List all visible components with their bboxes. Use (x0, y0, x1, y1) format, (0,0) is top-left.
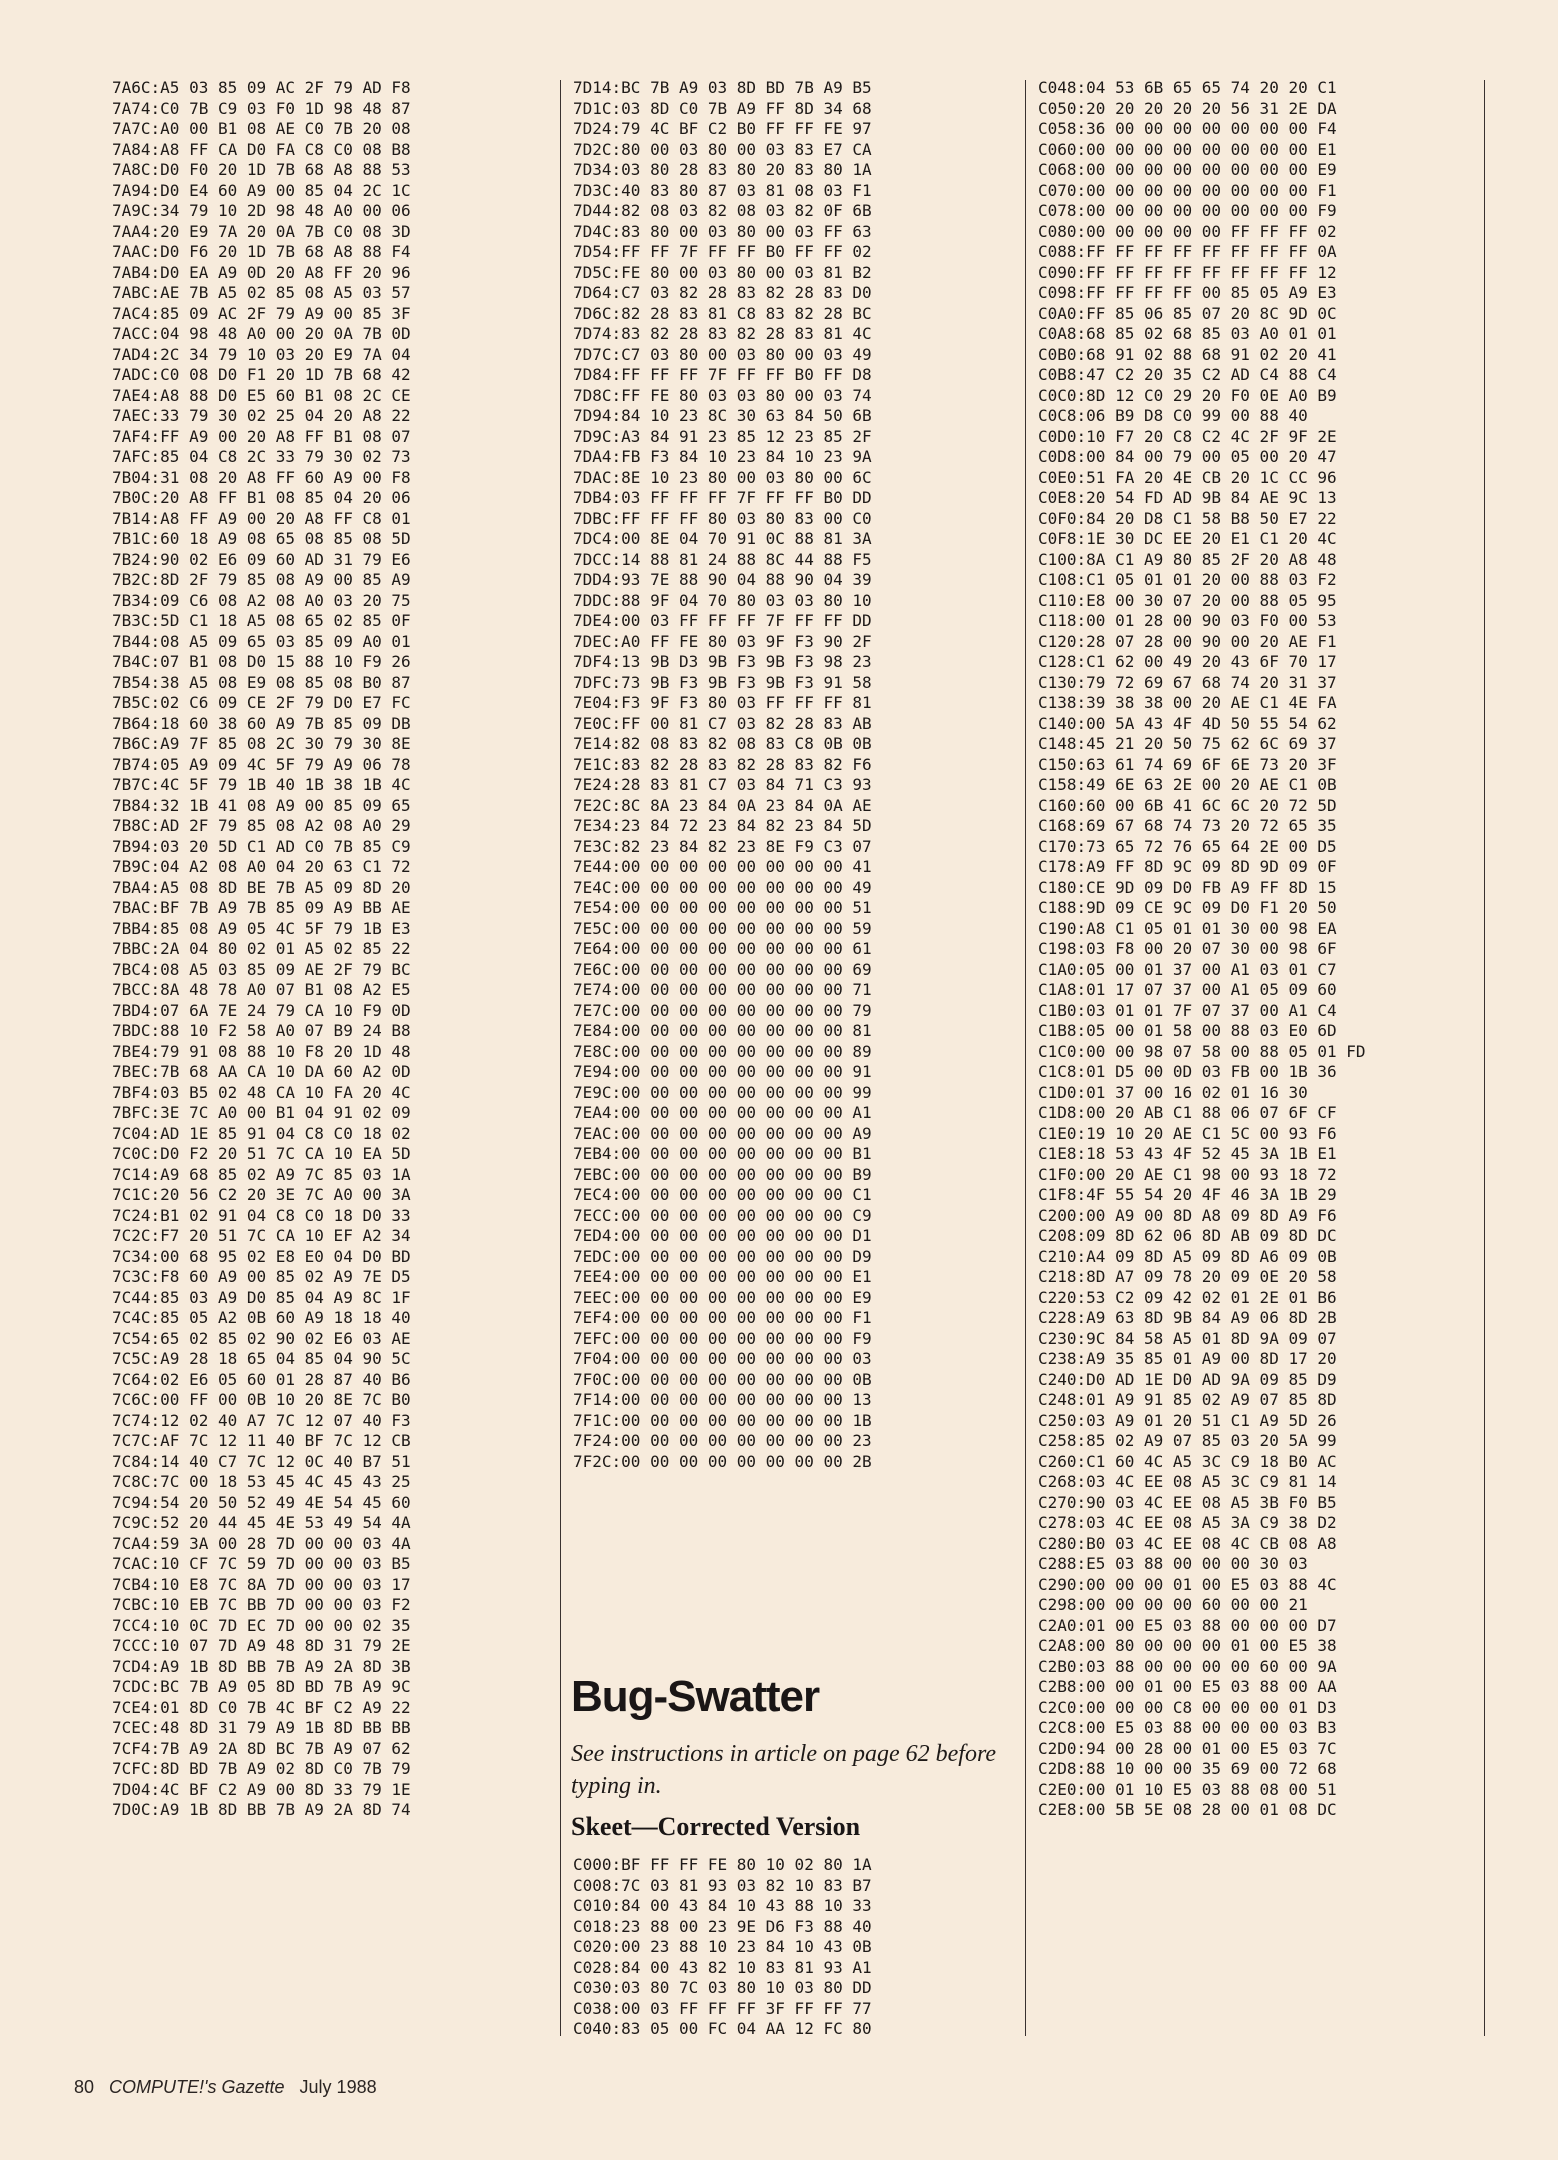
listing-line: C088:FF FF FF FF FF FF FF FF 0A (1038, 242, 1337, 261)
listing-line: 7B84:32 1B 41 08 A9 00 85 09 65 (112, 795, 411, 815)
listing-line: 7ADC:C0 08 D0 F1 20 1D 7B 68 42 (112, 365, 411, 384)
listing-line: C240:D0 AD 1E D0 AD 9A 09 85 D9 (1038, 1369, 1337, 1389)
listing-line: C168:69 67 68 74 73 20 72 65 35 (1038, 816, 1337, 835)
listing-line: 7C74:12 02 40 A7 7C 12 07 40 F3 (112, 1410, 411, 1430)
listing-line: C268:03 4C EE 08 A5 3C C9 81 14 (1038, 1472, 1337, 1491)
listing-line: 7BB4:85 08 A9 05 4C 5F 79 1B E3 (112, 918, 411, 938)
listing-line: C0C8:06 B9 D8 C0 99 00 88 40 (1038, 406, 1308, 425)
listing-line: 7B0C:20 A8 FF B1 08 85 04 20 06 (112, 488, 411, 507)
listing-line: 7B34:09 C6 08 A2 08 A0 03 20 75 (112, 590, 411, 610)
listing-line: 7E4C:00 00 00 00 00 00 00 00 49 (573, 877, 872, 897)
listing-line: 7EFC:00 00 00 00 00 00 00 00 F9 (573, 1328, 872, 1348)
listing-line: 7B3C:5D C1 18 A5 08 65 02 85 0F (112, 611, 411, 630)
listing-line: 7E94:00 00 00 00 00 00 00 00 91 (573, 1062, 872, 1081)
listing-line: 7B8C:AD 2F 79 85 08 A2 08 A0 29 (112, 816, 411, 835)
listing-line: 7D24:79 4C BF C2 B0 FF FF FE 97 (573, 119, 872, 138)
listing-line: 7B4C:07 B1 08 D0 15 88 10 F9 26 (112, 652, 411, 671)
listing-line: C028:84 00 43 82 10 83 81 93 A1 (573, 1957, 872, 1977)
listing-line: 7A9C:34 79 10 2D 98 48 A0 00 06 (112, 201, 411, 220)
listing-line: 7A6C:A5 03 85 09 AC 2F 79 AD F8 (112, 78, 411, 97)
listing-line: C140:00 5A 43 4F 4D 50 55 54 62 (1038, 713, 1337, 733)
listing-line: 7ECC:00 00 00 00 00 00 00 00 C9 (573, 1205, 872, 1225)
listing-line: 7E84:00 00 00 00 00 00 00 00 81 (573, 1021, 872, 1040)
listing-line: C070:00 00 00 00 00 00 00 00 F1 (1038, 180, 1337, 200)
listing-line: C058:36 00 00 00 00 00 00 00 F4 (1038, 119, 1337, 138)
listing-line: 7C64:02 E6 05 60 01 28 87 40 B6 (112, 1369, 411, 1389)
listing-line: 7DC4:00 8E 04 70 91 0C 88 81 3A (573, 529, 872, 548)
listing-line: C000:BF FF FF FE 80 10 02 80 1A (573, 1855, 872, 1874)
listing-line: 7EC4:00 00 00 00 00 00 00 00 C1 (573, 1185, 872, 1204)
listing-line: C150:63 61 74 69 6F 6E 73 20 3F (1038, 754, 1337, 774)
listing-line: 7D64:C7 03 82 28 83 82 28 83 D0 (573, 283, 872, 302)
listing-line: 7E6C:00 00 00 00 00 00 00 00 69 (573, 959, 872, 979)
listing-line: 7BDC:88 10 F2 58 A0 07 B9 24 B8 (112, 1021, 411, 1040)
listing-line: 7E64:00 00 00 00 00 00 00 00 61 (573, 939, 872, 958)
listing-line: C260:C1 60 4C A5 3C C9 18 B0 AC (1038, 1451, 1337, 1471)
listing-line: 7A7C:A0 00 B1 08 AE C0 7B 20 08 (112, 119, 411, 138)
listing-line: C110:E8 00 30 07 20 00 88 05 95 (1038, 590, 1337, 610)
listing-line: 7EB4:00 00 00 00 00 00 00 00 B1 (573, 1144, 872, 1163)
listing-line: 7B74:05 A9 09 4C 5F 79 A9 06 78 (112, 754, 411, 774)
hex-listing-skeet (573, 1855, 872, 2040)
listing-line: 7D7C:C7 03 80 00 03 80 00 03 49 (573, 344, 872, 364)
listing-line: 7B1C:60 18 A9 08 65 08 85 08 5D (112, 529, 411, 548)
listing-line: 7A84:A8 FF CA D0 FA C8 C0 08 B8 (112, 139, 411, 159)
listing-line: C120:28 07 28 00 90 00 20 AE F1 (1038, 631, 1337, 651)
listing-line: C2D0:94 00 28 00 01 00 E5 03 7C (1038, 1738, 1337, 1758)
listing-line: 7CF4:7B A9 2A 8D BC 7B A9 07 62 (112, 1738, 411, 1758)
listing-line: 7DD4:93 7E 88 90 04 88 90 04 39 (573, 570, 872, 589)
listing-line: 7D3C:40 83 80 87 03 81 08 03 F1 (573, 180, 872, 200)
listing-line: 7CC4:10 0C 7D EC 7D 00 00 02 35 (112, 1615, 411, 1635)
listing-line: C180:CE 9D 09 D0 FB A9 FF 8D 15 (1038, 877, 1337, 897)
listing-line: 7E44:00 00 00 00 00 00 00 00 41 (573, 857, 872, 876)
listing-line: C2E8:00 5B 5E 08 28 00 01 08 DC (1038, 1800, 1337, 1819)
listing-line: C0B8:47 C2 20 35 C2 AD C4 88 C4 (1038, 365, 1337, 384)
listing-line: C0A0:FF 85 06 85 07 20 8C 9D 0C (1038, 303, 1337, 323)
listing-line: 7BE4:79 91 08 88 10 F8 20 1D 48 (112, 1041, 411, 1061)
listing-line: C030:03 80 7C 03 80 10 03 80 DD (573, 1978, 872, 1997)
listing-line: 7E2C:8C 8A 23 84 0A 23 84 0A AE (573, 795, 872, 815)
listing-line: C078:00 00 00 00 00 00 00 00 F9 (1038, 201, 1337, 220)
listing-line: 7D1C:03 8D C0 7B A9 FF 8D 34 68 (573, 98, 872, 118)
listing-line: C1C8:01 D5 00 0D 03 FB 00 1B 36 (1038, 1062, 1337, 1081)
listing-line: 7C1C:20 56 C2 20 3E 7C A0 00 3A (112, 1185, 411, 1204)
listing-line: 7C7C:AF 7C 12 11 40 BF 7C 12 CB (112, 1431, 411, 1450)
listing-line: 7C14:A9 68 85 02 A9 7C 85 03 1A (112, 1164, 411, 1184)
listing-line: 7AE4:A8 88 D0 E5 60 B1 08 2C CE (112, 385, 411, 405)
listing-line: 7CB4:10 E8 7C 8A 7D 00 00 03 17 (112, 1574, 411, 1594)
listing-line: C130:79 72 69 67 68 74 20 31 37 (1038, 672, 1337, 692)
listing-line: C170:73 65 72 76 65 64 2E 00 D5 (1038, 836, 1337, 856)
listing-line: 7F14:00 00 00 00 00 00 00 00 13 (573, 1390, 872, 1409)
listing-line: C0D0:10 F7 20 C8 C2 4C 2F 9F 2E (1038, 426, 1337, 446)
listing-line: C0E8:20 54 FD AD 9B 84 AE 9C 13 (1038, 488, 1337, 507)
listing-line: 7AEC:33 79 30 02 25 04 20 A8 22 (112, 406, 411, 425)
column-divider-left (560, 80, 561, 2036)
listing-line: 7BF4:03 B5 02 48 CA 10 FA 20 4C (112, 1082, 411, 1102)
listing-line: C1E8:18 53 43 4F 52 45 3A 1B E1 (1038, 1144, 1337, 1163)
listing-line: C068:00 00 00 00 00 00 00 00 E9 (1038, 160, 1337, 179)
listing-line: 7E74:00 00 00 00 00 00 00 00 71 (573, 980, 872, 999)
listing-line: C008:7C 03 81 93 03 82 10 83 B7 (573, 1875, 872, 1895)
listing-line: 7D4C:83 80 00 03 80 00 03 FF 63 (573, 221, 872, 241)
listing-line: 7C9C:52 20 44 45 4E 53 49 54 4A (112, 1513, 411, 1532)
listing-line: C1D0:01 37 00 16 02 01 16 30 (1038, 1082, 1308, 1102)
listing-line: 7F2C:00 00 00 00 00 00 00 00 2B (573, 1451, 872, 1471)
listing-line: 7EA4:00 00 00 00 00 00 00 00 A1 (573, 1103, 872, 1122)
listing-line: 7E04:F3 9F F3 80 03 FF FF FF 81 (573, 693, 872, 712)
listing-line: C270:90 03 4C EE 08 A5 3B F0 B5 (1038, 1492, 1337, 1512)
listing-line: 7D6C:82 28 83 81 C8 83 82 28 BC (573, 303, 872, 323)
listing-line: 7F04:00 00 00 00 00 00 00 00 03 (573, 1349, 872, 1368)
listing-line: 7A8C:D0 F0 20 1D 7B 68 A8 88 53 (112, 160, 411, 179)
listing-line: 7A94:D0 E4 60 A9 00 85 04 2C 1C (112, 180, 411, 200)
listing-line: C148:45 21 20 50 75 62 6C 69 37 (1038, 734, 1337, 753)
listing-line: 7BCC:8A 48 78 A0 07 B1 08 A2 E5 (112, 980, 411, 999)
listing-line: C060:00 00 00 00 00 00 00 00 E1 (1038, 139, 1337, 159)
listing-line: C280:B0 03 4C EE 08 4C CB 08 A8 (1038, 1533, 1337, 1553)
listing-line: C210:A4 09 8D A5 09 8D A6 09 0B (1038, 1246, 1337, 1266)
listing-line: 7C94:54 20 50 52 49 4E 54 45 60 (112, 1492, 411, 1512)
listing-line: 7E7C:00 00 00 00 00 00 00 00 79 (573, 1000, 872, 1020)
listing-line: C0E0:51 FA 20 4E CB 20 1C CC 96 (1038, 467, 1337, 487)
listing-line: C190:A8 C1 05 01 01 30 00 98 EA (1038, 918, 1337, 938)
listing-line: 7AAC:D0 F6 20 1D 7B 68 A8 88 F4 (112, 242, 411, 261)
listing-line: 7CFC:8D BD 7B A9 02 8D C0 7B 79 (112, 1759, 411, 1778)
listing-line: 7C24:B1 02 91 04 C8 C0 18 D0 33 (112, 1205, 411, 1225)
listing-line: C228:A9 63 8D 9B 84 A9 06 8D 2B (1038, 1308, 1337, 1327)
listing-line: C018:23 88 00 23 9E D6 F3 88 40 (573, 1916, 872, 1936)
listing-line: C1C0:00 00 98 07 58 00 88 05 01 FD (1038, 1041, 1366, 1061)
listing-line: 7D04:4C BF C2 A9 00 8D 33 79 1E (112, 1779, 411, 1799)
listing-line: 7E5C:00 00 00 00 00 00 00 00 59 (573, 918, 872, 938)
listing-line: C198:03 F8 00 20 07 30 00 98 6F (1038, 939, 1337, 958)
listing-line: C2D8:88 10 00 00 35 69 00 72 68 (1038, 1759, 1337, 1778)
listing-line: 7DA4:FB F3 84 10 23 84 10 23 9A (573, 447, 872, 466)
hex-listing-column-3 (1038, 78, 1366, 1821)
listing-line: 7DFC:73 9B F3 9B F3 9B F3 91 58 (573, 672, 872, 692)
listing-line: 7BAC:BF 7B A9 7B 85 09 A9 BB AE (112, 898, 411, 917)
listing-line: 7C2C:F7 20 51 7C CA 10 EF A2 34 (112, 1226, 411, 1245)
listing-line: 7DAC:8E 10 23 80 00 03 80 00 6C (573, 467, 872, 487)
column-divider-edge (1484, 80, 1485, 2036)
listing-line: C158:49 6E 63 2E 00 20 AE C1 0B (1038, 775, 1337, 794)
listing-line: C1B0:03 01 01 7F 07 37 00 A1 C4 (1038, 1000, 1337, 1020)
listing-line: 7CEC:48 8D 31 79 A9 1B 8D BB BB (112, 1718, 411, 1737)
listing-line: 7EF4:00 00 00 00 00 00 00 00 F1 (573, 1308, 872, 1327)
listing-line: 7ED4:00 00 00 00 00 00 00 00 D1 (573, 1226, 872, 1245)
listing-line: 7E9C:00 00 00 00 00 00 00 00 99 (573, 1082, 872, 1102)
listing-line: C0C0:8D 12 C0 29 20 F0 0E A0 B9 (1038, 385, 1337, 405)
listing-line: C038:00 03 FF FF FF 3F FF FF 77 (573, 1998, 872, 2018)
listing-line: C1F8:4F 55 54 20 4F 46 3A 1B 29 (1038, 1185, 1337, 1204)
listing-line: 7C54:65 02 85 02 90 02 E6 03 AE (112, 1328, 411, 1348)
listing-line: 7CDC:BC 7B A9 05 8D BD 7B A9 9C (112, 1677, 411, 1696)
listing-line: 7C5C:A9 28 18 65 04 85 04 90 5C (112, 1349, 411, 1368)
listing-line: 7EAC:00 00 00 00 00 00 00 00 A9 (573, 1123, 872, 1143)
listing-line: 7B24:90 02 E6 09 60 AD 31 79 E6 (112, 549, 411, 569)
listing-line: C1A0:05 00 01 37 00 A1 03 01 C7 (1038, 959, 1337, 979)
page-number: 80 (74, 2077, 95, 2097)
listing-line: C230:9C 84 58 A5 01 8D 9A 09 07 (1038, 1328, 1337, 1348)
listing-line: 7ABC:AE 7B A5 02 85 08 A5 03 57 (112, 283, 411, 302)
listing-line: 7CA4:59 3A 00 28 7D 00 00 03 4A (112, 1533, 411, 1553)
listing-line: C138:39 38 38 00 20 AE C1 4E FA (1038, 693, 1337, 712)
listing-line: 7ACC:04 98 48 A0 00 20 0A 7B 0D (112, 324, 411, 343)
listing-line: 7BEC:7B 68 AA CA 10 DA 60 A2 0D (112, 1062, 411, 1081)
listing-line: 7AD4:2C 34 79 10 03 20 E9 7A 04 (112, 344, 411, 364)
listing-line: 7AB4:D0 EA A9 0D 20 A8 FF 20 96 (112, 262, 411, 282)
listing-line: 7B54:38 A5 08 E9 08 85 08 B0 87 (112, 672, 411, 692)
listing-line: 7D8C:FF FE 80 03 03 80 00 03 74 (573, 385, 872, 405)
listing-line: 7F0C:00 00 00 00 00 00 00 00 0B (573, 1369, 872, 1389)
listing-line: C290:00 00 00 01 00 E5 03 88 4C (1038, 1574, 1337, 1594)
listing-line: 7B64:18 60 38 60 A9 7B 85 09 DB (112, 713, 411, 733)
magazine-name: COMPUTE!'s Gazette (109, 2077, 285, 2097)
issue-date: July 1988 (299, 2077, 377, 2097)
listing-line: 7D14:BC 7B A9 03 8D BD 7B A9 B5 (573, 78, 872, 97)
listing-line: C160:60 00 6B 41 6C 6C 20 72 5D (1038, 795, 1337, 815)
listing-line: C188:9D 09 CE 9C 09 D0 F1 20 50 (1038, 898, 1337, 917)
listing-line: 7C34:00 68 95 02 E8 E0 04 D0 BD (112, 1246, 411, 1266)
listing-line: 7C04:AD 1E 85 91 04 C8 C0 18 02 (112, 1123, 411, 1143)
listing-line: 7CBC:10 EB 7C BB 7D 00 00 03 F2 (112, 1595, 411, 1614)
listing-line: 7E3C:82 23 84 82 23 8E F9 C3 07 (573, 836, 872, 856)
listing-line: 7E8C:00 00 00 00 00 00 00 00 89 (573, 1041, 872, 1061)
listing-line: C238:A9 35 85 01 A9 00 8D 17 20 (1038, 1349, 1337, 1368)
listing-line: C2B0:03 88 00 00 00 00 60 00 9A (1038, 1656, 1337, 1676)
listing-line: 7DCC:14 88 81 24 88 8C 44 88 F5 (573, 549, 872, 569)
listing-line: 7DE4:00 03 FF FF FF 7F FF FF DD (573, 611, 872, 630)
listing-line: C118:00 01 28 00 90 03 F0 00 53 (1038, 611, 1337, 630)
listing-line: C1F0:00 20 AE C1 98 00 93 18 72 (1038, 1164, 1337, 1184)
listing-line: 7D34:03 80 28 83 80 20 83 80 1A (573, 160, 872, 179)
listing-line: C298:00 00 00 00 60 00 00 21 (1038, 1595, 1308, 1614)
listing-line: C0A8:68 85 02 68 85 03 A0 01 01 (1038, 324, 1337, 343)
listing-line: C0B0:68 91 02 88 68 91 02 20 41 (1038, 344, 1337, 364)
listing-line: C2C0:00 00 00 C8 00 00 00 01 D3 (1038, 1697, 1337, 1717)
listing-line: C098:FF FF FF FF 00 85 05 A9 E3 (1038, 283, 1337, 302)
listing-line: C2A8:00 80 00 00 00 01 00 E5 38 (1038, 1636, 1337, 1655)
listing-line: 7B2C:8D 2F 79 85 08 A9 00 85 A9 (112, 570, 411, 589)
listing-line: 7D5C:FE 80 00 03 80 00 03 81 B2 (573, 262, 872, 282)
listing-line: 7C84:14 40 C7 7C 12 0C 40 B7 51 (112, 1451, 411, 1471)
listing-line: 7F1C:00 00 00 00 00 00 00 00 1B (573, 1410, 872, 1430)
listing-line: 7BFC:3E 7C A0 00 B1 04 91 02 09 (112, 1103, 411, 1122)
listing-line: 7EBC:00 00 00 00 00 00 00 00 B9 (573, 1164, 872, 1184)
listing-line: C128:C1 62 00 49 20 43 6F 70 17 (1038, 652, 1337, 671)
page-footer (74, 2077, 377, 2098)
listing-line: 7B9C:04 A2 08 A0 04 20 63 C1 72 (112, 857, 411, 876)
listing-line: 7D84:FF FF FF 7F FF FF B0 FF D8 (573, 365, 872, 384)
listing-line: C2A0:01 00 E5 03 88 00 00 00 D7 (1038, 1615, 1337, 1635)
listing-line: 7D54:FF FF 7F FF FF B0 FF FF 02 (573, 242, 872, 261)
listing-line: C220:53 C2 09 42 02 01 2E 01 B6 (1038, 1287, 1337, 1307)
listing-line: C0D8:00 84 00 79 00 05 00 20 47 (1038, 447, 1337, 466)
listing-line: 7AA4:20 E9 7A 20 0A 7B C0 08 3D (112, 221, 411, 241)
listing-subhead: Skeet—Corrected Version (571, 1812, 861, 1841)
listing-line: C020:00 23 88 10 23 84 10 43 0B (573, 1937, 872, 1956)
listing-line: 7C44:85 03 A9 D0 85 04 A9 8C 1F (112, 1287, 411, 1307)
listing-line: 7E0C:FF 00 81 C7 03 82 28 83 AB (573, 713, 872, 733)
listing-line: C0F0:84 20 D8 C1 58 B8 50 E7 22 (1038, 508, 1337, 528)
listing-line: 7EEC:00 00 00 00 00 00 00 00 E9 (573, 1287, 872, 1307)
listing-line: 7AFC:85 04 C8 2C 33 79 30 02 73 (112, 447, 411, 466)
listing-line: 7C4C:85 05 A2 0B 60 A9 18 18 40 (112, 1308, 411, 1327)
listing-line: C040:83 05 00 FC 04 AA 12 FC 80 (573, 2019, 872, 2038)
listing-line: 7EDC:00 00 00 00 00 00 00 00 D9 (573, 1246, 872, 1266)
listing-line: 7D9C:A3 84 91 23 85 12 23 85 2F (573, 426, 872, 446)
listing-line: 7B44:08 A5 09 65 03 85 09 A0 01 (112, 631, 411, 651)
listing-line: 7C8C:7C 00 18 53 45 4C 45 43 25 (112, 1472, 411, 1491)
listing-line: 7BC4:08 A5 03 85 09 AE 2F 79 BC (112, 959, 411, 979)
listing-line: 7B04:31 08 20 A8 FF 60 A9 00 F8 (112, 467, 411, 487)
listing-line: 7D0C:A9 1B 8D BB 7B A9 2A 8D 74 (112, 1800, 411, 1819)
listing-line: 7A74:C0 7B C9 03 F0 1D 98 48 87 (112, 98, 411, 118)
listing-line: C288:E5 03 88 00 00 00 30 03 (1038, 1554, 1308, 1573)
listing-line: 7E24:28 83 81 C7 03 84 71 C3 93 (573, 775, 872, 794)
hex-listing-column-2 (573, 78, 872, 1472)
listing-line: C108:C1 05 01 01 20 00 88 03 F2 (1038, 570, 1337, 589)
listing-line: C200:00 A9 00 8D A8 09 8D A9 F6 (1038, 1205, 1337, 1225)
listing-line: 7DEC:A0 FF FE 80 03 9F F3 90 2F (573, 631, 872, 651)
listing-line: 7DB4:03 FF FF FF 7F FF FF B0 DD (573, 488, 872, 507)
listing-line: C1B8:05 00 01 58 00 88 03 E0 6D (1038, 1021, 1337, 1040)
listing-line: 7E34:23 84 72 23 84 82 23 84 5D (573, 816, 872, 835)
listing-line: 7BA4:A5 08 8D BE 7B A5 09 8D 20 (112, 877, 411, 897)
column-divider-right (1025, 80, 1026, 2036)
listing-line: 7B7C:4C 5F 79 1B 40 1B 38 1B 4C (112, 775, 411, 794)
listing-line: C248:01 A9 91 85 02 A9 07 85 8D (1038, 1390, 1337, 1409)
listing-line: 7D44:82 08 03 82 08 03 82 0F 6B (573, 201, 872, 220)
listing-line: C1E0:19 10 20 AE C1 5C 00 93 F6 (1038, 1123, 1337, 1143)
listing-line: 7F24:00 00 00 00 00 00 00 00 23 (573, 1431, 872, 1450)
typing-instructions: See instructions in article on page 62 before typing in. (571, 1741, 997, 1799)
listing-line: C250:03 A9 01 20 51 C1 A9 5D 26 (1038, 1410, 1337, 1430)
listing-line: 7AC4:85 09 AC 2F 79 A9 00 85 3F (112, 303, 411, 323)
listing-line: 7E14:82 08 83 82 08 83 C8 0B 0B (573, 734, 872, 753)
listing-line: C0F8:1E 30 DC EE 20 E1 C1 20 4C (1038, 529, 1337, 548)
listing-line: 7CAC:10 CF 7C 59 7D 00 00 03 B5 (112, 1554, 411, 1573)
listing-line: 7E1C:83 82 28 83 82 28 83 82 F6 (573, 754, 872, 774)
listing-line: 7EE4:00 00 00 00 00 00 00 00 E1 (573, 1267, 872, 1286)
listing-line: 7AF4:FF A9 00 20 A8 FF B1 08 07 (112, 426, 411, 446)
listing-line: C050:20 20 20 20 20 56 31 2E DA (1038, 98, 1337, 118)
hex-listing-column-1 (112, 78, 411, 1821)
listing-line: C080:00 00 00 00 00 FF FF FF 02 (1038, 221, 1337, 241)
listing-line: C258:85 02 A9 07 85 03 20 5A 99 (1038, 1431, 1337, 1450)
listing-line: 7B6C:A9 7F 85 08 2C 30 79 30 8E (112, 734, 411, 753)
listing-line: C100:8A C1 A9 80 85 2F 20 A8 48 (1038, 549, 1337, 569)
listing-line: C010:84 00 43 84 10 43 88 10 33 (573, 1896, 872, 1915)
listing-line: 7D2C:80 00 03 80 00 03 83 E7 CA (573, 139, 872, 159)
listing-line: C208:09 8D 62 06 8D AB 09 8D DC (1038, 1226, 1337, 1245)
listing-line: C2C8:00 E5 03 88 00 00 00 03 B3 (1038, 1718, 1337, 1737)
listing-line: 7B14:A8 FF A9 00 20 A8 FF C8 01 (112, 508, 411, 528)
listing-line: C090:FF FF FF FF FF FF FF FF 12 (1038, 262, 1337, 282)
listing-line: 7C6C:00 FF 00 0B 10 20 8E 7C B0 (112, 1390, 411, 1409)
listing-line: C2E0:00 01 10 E5 03 88 08 00 51 (1038, 1779, 1337, 1799)
listing-line: 7DDC:88 9F 04 70 80 03 03 80 10 (573, 590, 872, 610)
listing-line: C1A8:01 17 07 37 00 A1 05 09 60 (1038, 980, 1337, 999)
listing-line: 7D74:83 82 28 83 82 28 83 81 4C (573, 324, 872, 343)
listing-line: C048:04 53 6B 65 65 74 20 20 C1 (1038, 78, 1337, 97)
listing-line: 7CD4:A9 1B 8D BB 7B A9 2A 8D 3B (112, 1656, 411, 1676)
listing-line: 7E54:00 00 00 00 00 00 00 00 51 (573, 898, 872, 917)
listing-line: C218:8D A7 09 78 20 09 0E 20 58 (1038, 1267, 1337, 1286)
listing-line: C2B8:00 00 01 00 E5 03 88 00 AA (1038, 1677, 1337, 1696)
listing-line: 7D94:84 10 23 8C 30 63 84 50 6B (573, 406, 872, 425)
listing-line: C178:A9 FF 8D 9C 09 8D 9D 09 0F (1038, 857, 1337, 876)
listing-line: C278:03 4C EE 08 A5 3A C9 38 D2 (1038, 1513, 1337, 1532)
article-title: Bug-Swatter (571, 1672, 820, 1721)
listing-line: 7C3C:F8 60 A9 00 85 02 A9 7E D5 (112, 1267, 411, 1286)
listing-line: 7DF4:13 9B D3 9B F3 9B F3 98 23 (573, 652, 872, 671)
listing-line: 7B94:03 20 5D C1 AD C0 7B 85 C9 (112, 836, 411, 856)
listing-line: 7CCC:10 07 7D A9 48 8D 31 79 2E (112, 1636, 411, 1655)
listing-line: 7BD4:07 6A 7E 24 79 CA 10 F9 0D (112, 1000, 411, 1020)
listing-line: 7B5C:02 C6 09 CE 2F 79 D0 E7 FC (112, 693, 411, 712)
listing-line: 7CE4:01 8D C0 7B 4C BF C2 A9 22 (112, 1697, 411, 1717)
listing-line: 7BBC:2A 04 80 02 01 A5 02 85 22 (112, 939, 411, 958)
listing-line: 7DBC:FF FF FF 80 03 80 83 00 C0 (573, 508, 872, 528)
listing-line: 7C0C:D0 F2 20 51 7C CA 10 EA 5D (112, 1144, 411, 1163)
listing-line: C1D8:00 20 AB C1 88 06 07 6F CF (1038, 1103, 1337, 1122)
